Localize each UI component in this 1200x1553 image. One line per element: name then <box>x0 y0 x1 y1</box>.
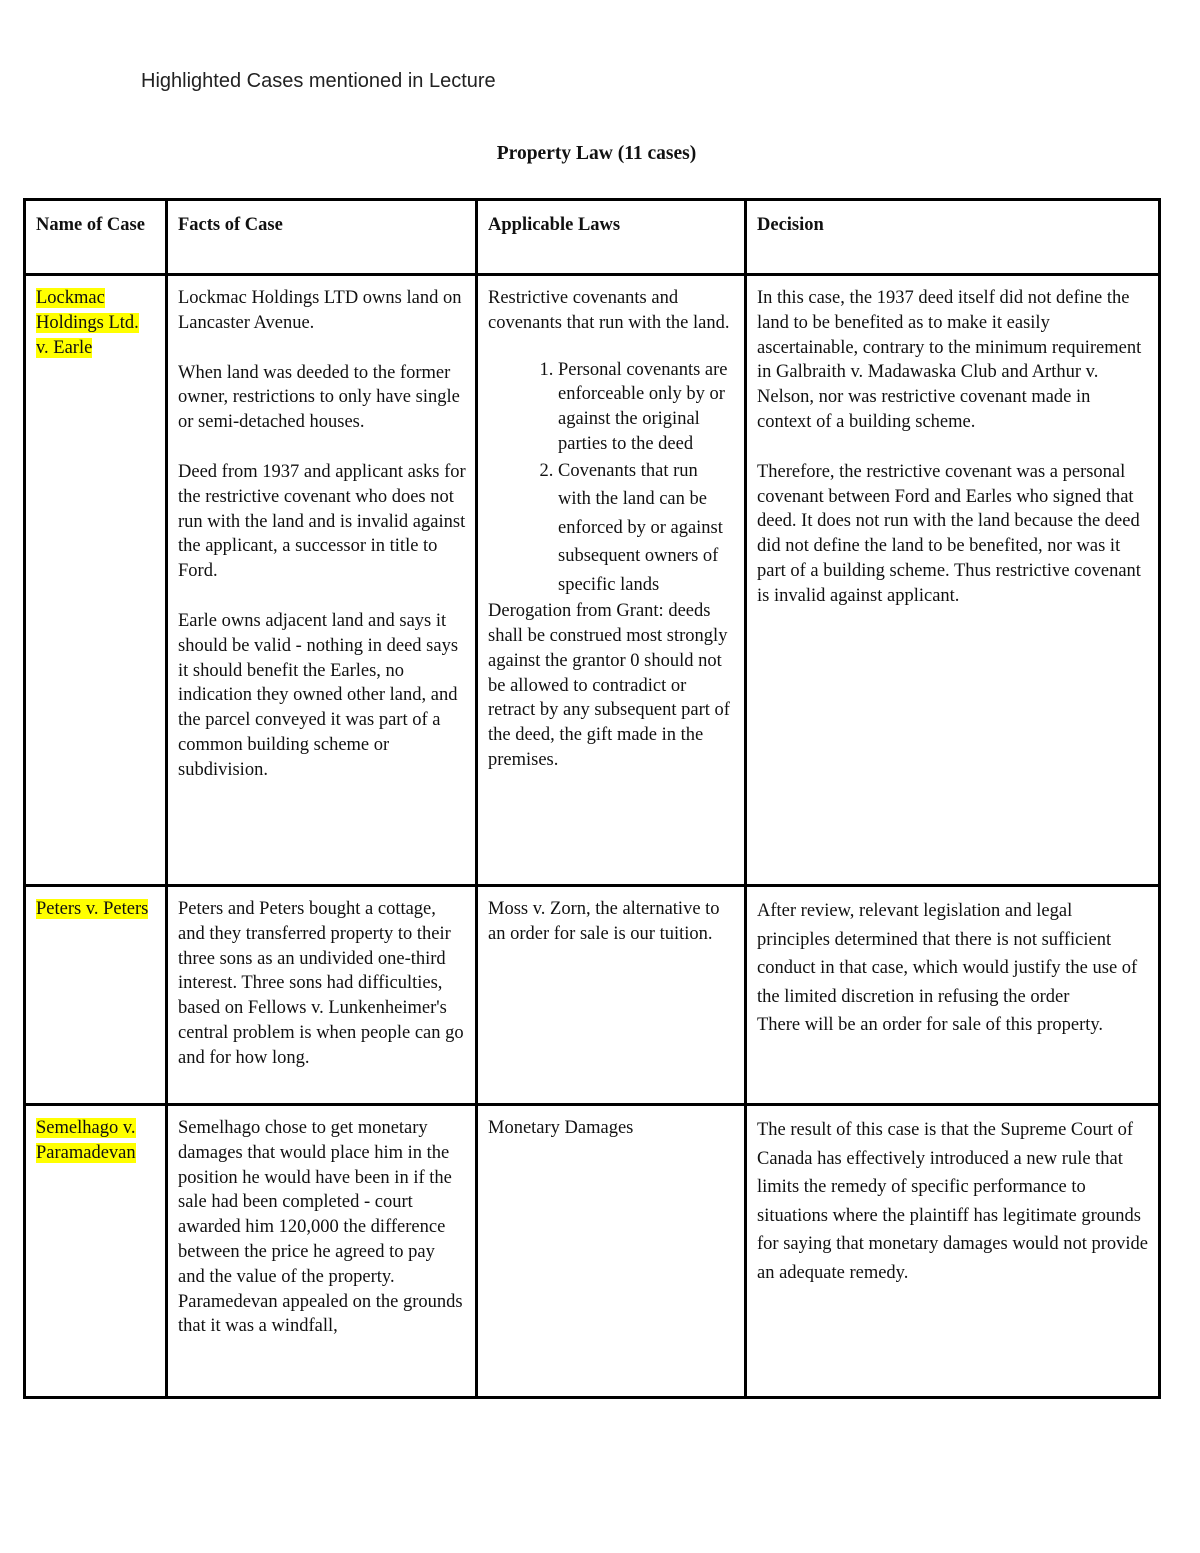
table-row <box>25 1105 1160 1398</box>
header-decision: Decision <box>746 200 1160 275</box>
header-facts-of-case: Facts of Case <box>167 200 477 275</box>
case-name: Semelhago v. Paramadevan <box>36 1118 136 1163</box>
case-name-cell <box>25 275 167 886</box>
decision-cell <box>746 1105 1160 1398</box>
laws-cell <box>477 886 746 1105</box>
decision-paragraph: There will be an order for sale of this property. <box>757 1015 1104 1035</box>
facts-paragraph: Semelhago chose to get monetary damages that would place him in the position he would have been in if the sale had been completed - court awarded him 120,000 the difference between the price he agreed to pay and the value of the property. <box>178 1118 452 1287</box>
case-name-cell <box>25 1105 167 1398</box>
laws-intro: Restrictive covenants and covenants that run with the land. <box>488 288 730 333</box>
case-name: Peters v. Peters <box>36 899 149 919</box>
laws-list-item: 2. Covenants that run with the land can be enforced by or against subsequent owners of specific lands <box>558 457 735 600</box>
facts-cell <box>167 1105 477 1398</box>
document-title: Property Law (11 cases) <box>496 143 697 164</box>
laws-derogation: Derogation from Grant: deeds shall be construed most strongly against the grantor 0 should not be allowed to contradict or retract by any subsequent part of the deed, the gift made in the premises. <box>488 601 730 771</box>
facts-paragraph: Peters and Peters bought a cottage, and they transferred property to their three sons as an undivided one-third interest. Three sons had difficulties, based on Fellows v. Lunkenheimer's central problem is when people can go and for how long. <box>178 899 464 1068</box>
case-name: Lockmac Holdings Ltd. v. Earle <box>36 288 139 358</box>
laws-cell <box>477 1105 746 1398</box>
facts-cell <box>167 275 477 886</box>
header-applicable-laws: Applicable Laws <box>477 200 746 275</box>
facts-paragraph: Earle owns adjacent land and says it should be valid - nothing in deed says it should benefit the Earles, no indication they owned other land, and the parcel conveyed it was part of a common building scheme or subdivision. <box>178 610 459 780</box>
decision-paragraph: The result of this case is that the Supreme Court of Canada has effectively introduced a new rule that limits the remedy of specific performance to situations where the plaintiff has legitimate grounds for saying that monetary damages would not provide an adequate remedy. <box>757 1120 1148 1283</box>
cases-table <box>23 198 1161 1399</box>
table-row <box>25 275 1160 886</box>
case-name-cell <box>25 886 167 1105</box>
laws-cell <box>477 275 746 886</box>
facts-paragraph: When land was deeded to the former owner, restrictions to only have single or semi-detached houses. <box>178 362 460 433</box>
table-row <box>25 886 1160 1105</box>
facts-paragraph: Lockmac Holdings LTD owns land on Lancaster Avenue. <box>178 288 462 333</box>
header-name-of-case: Name of Case <box>25 200 167 275</box>
table-header-row <box>25 200 1160 275</box>
decision-paragraph: Therefore, the restrictive covenant was a personal covenant between Ford and Earles who signed that deed. It does not run with the land because the deed did not define the land to be benefited, nor was it part of a building scheme. Thus restrictive covenant is invalid against applicant. <box>757 461 1141 606</box>
header-note: Highlighted Cases mentioned in Lecture <box>141 70 496 92</box>
laws-list <box>488 358 735 600</box>
decision-cell <box>746 886 1160 1105</box>
facts-paragraph: Paramedevan appealed on the grounds that it was a windfall, <box>178 1291 463 1337</box>
facts-paragraph: Deed from 1937 and applicant asks for the restrictive covenant who does not run with the land and is invalid against the applicant, a successor in title to Ford. <box>178 461 466 582</box>
decision-paragraph: After review, relevant legislation and legal principles determined that there is not sufficient conduct in that case, which would justify the use of the limited discretion in refusing the order <box>757 901 1138 1007</box>
facts-cell <box>167 886 477 1105</box>
decision-cell <box>746 275 1160 886</box>
laws-text: Moss v. Zorn, the alternative to an order for sale is our tuition. <box>488 899 720 944</box>
laws-list-item: 1. Personal covenants are enforceable only by or against the original parties to the deed <box>558 358 735 457</box>
decision-paragraph: In this case, the 1937 deed itself did not define the land to be benefited as to make it easily ascertainable, contrary to the minimum requirement in Galbraith v. Madawaska Club and Arthur v. Nelson, nor was restrictive covenant made in context of a building scheme. <box>757 288 1142 432</box>
laws-text: Monetary Damages <box>488 1118 634 1138</box>
